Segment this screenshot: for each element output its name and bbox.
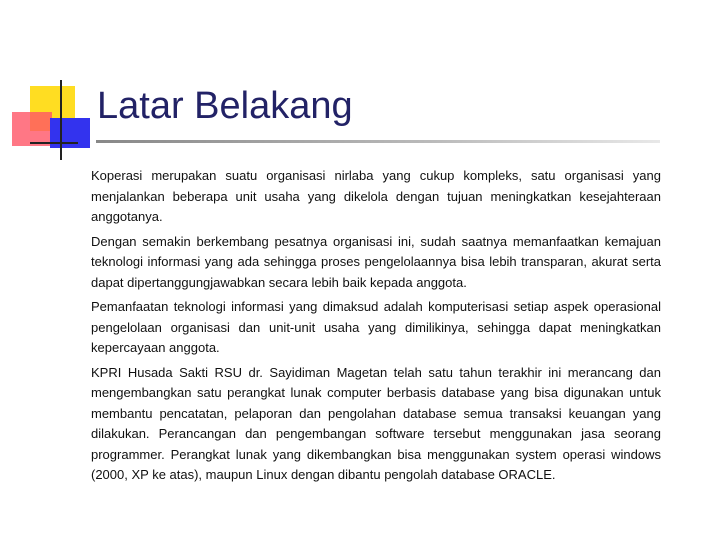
paragraph-2: Dengan semakin berkembang pesatnya organisasi ini, sudah saatnya memanfaatkan kemajuan teknologi informasi yang ada sehingga proses pengelolaannya bisa lebih transparan, akurat serta dapat dipertanggungjawabkan secara lebih baik kepada anggota. <box>91 233 661 290</box>
slide-title: Latar Belakang <box>97 85 353 127</box>
paragraph-3: Pemanfaatan teknologi informasi yang dimaksud adalah komputerisasi setiap aspek operasional pengelolaan organisasi dan unit-unit usaha yang dimilikinya, sehingga dapat meningkatkan kepercayaan anggota. <box>91 299 661 355</box>
logo-red-square <box>12 112 52 146</box>
paragraph-4: KPRI Husada Sakti RSU dr. Sayidiman Magetan telah satu tahun terakhir ini merancang dan mengembangkan satu perangkat lunak computer berbasis database yang bisa digunakan untuk membantu pencatatan, pelaporan dan pengolahan database semua transaksi keuangan yang dilakukan. Perancangan dan pengembangan software tersebut menggunakan jasa seorang programmer. Perangkat lunak yang dikembangkan bisa menggunakan system operasi windows (2000, XP ke atas), maupun Linux dengan dibantu pengolah database ORACLE. <box>91 364 661 482</box>
title-underline <box>96 140 660 143</box>
paragraph-1: Koperasi merupakan suatu organisasi nirlaba yang cukup kompleks, satu organisasi yang menjalankan beberapa unit usaha yang dikelola dengan tujuan meningkatkan kesejahteraan anggotanya. <box>91 168 661 224</box>
logo-vertical-line <box>60 80 62 160</box>
slide-content <box>91 166 661 490</box>
logo-horizontal-line <box>30 142 78 144</box>
